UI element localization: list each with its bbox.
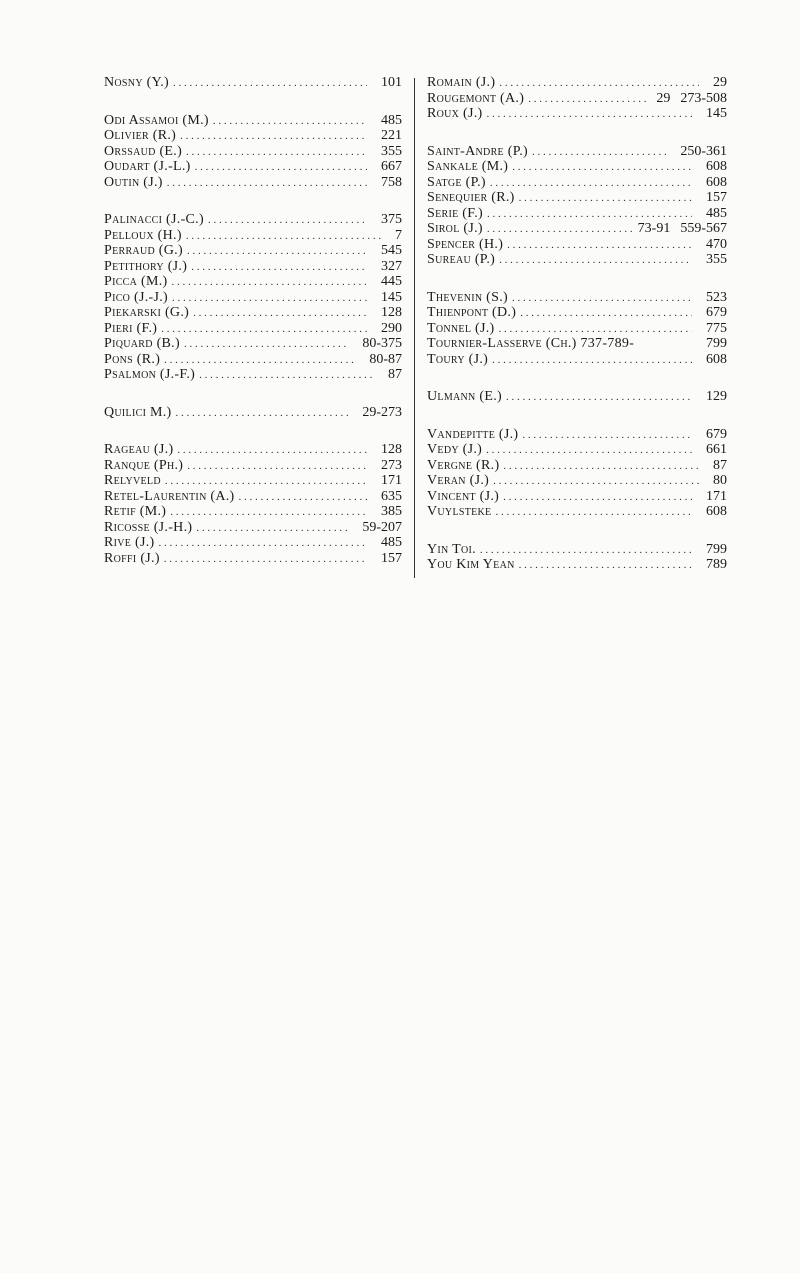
index-entry xyxy=(427,352,727,368)
index-entry xyxy=(427,190,727,206)
dot-leader xyxy=(493,474,699,490)
dot-leader xyxy=(180,129,367,145)
author-name: Sirol (J.) xyxy=(427,221,483,236)
page-reference: 470 xyxy=(706,236,727,252)
page-reference: 128 xyxy=(381,442,402,457)
author-name: Tonnel (J.) xyxy=(427,320,495,336)
page-reference: 273-508 xyxy=(680,90,727,106)
author-name: Pons (R.) xyxy=(104,351,161,367)
author-name: Tournier-Lasserve (Ch.) 737-789- xyxy=(427,336,635,351)
index-entry xyxy=(427,75,727,91)
index-letter-group xyxy=(427,389,727,405)
dot-leader xyxy=(173,76,367,92)
author-name: Petithory (J.) xyxy=(104,258,188,274)
page-reference: 250-361 xyxy=(680,143,727,159)
author-name: Retel-Laurentin (A.) xyxy=(104,488,235,504)
index-entry xyxy=(104,228,402,244)
page-reference: 485 xyxy=(381,112,402,128)
dot-leader xyxy=(486,107,692,123)
author-name: Serie (F.) xyxy=(427,205,483,221)
page-reference: 559-567 xyxy=(680,221,727,236)
page-reference: 523 xyxy=(706,289,727,305)
page-reference: 327 xyxy=(381,258,402,274)
page-reference: 157 xyxy=(706,190,727,205)
dot-leader xyxy=(177,443,367,459)
author-name: Vandepitte (J.) xyxy=(427,426,519,442)
author-name: Psalmon (J.-F.) xyxy=(104,367,196,382)
index-entry xyxy=(427,221,727,237)
index-entry xyxy=(427,290,727,306)
page-reference: 221 xyxy=(381,128,402,143)
dot-leader xyxy=(186,229,381,245)
page-reference: 485 xyxy=(706,205,727,221)
index-entry xyxy=(104,458,402,474)
page-reference: 608 xyxy=(706,504,727,519)
index-entry xyxy=(104,489,402,505)
dot-leader xyxy=(164,552,367,568)
page-reference: 59-207 xyxy=(362,519,402,535)
page-reference: 608 xyxy=(706,351,727,367)
dot-leader xyxy=(487,207,692,223)
author-name: Perraud (G.) xyxy=(104,243,183,258)
index-entry xyxy=(427,106,727,122)
author-name: Vuylsteke xyxy=(427,504,492,519)
author-name: Veran (J.) xyxy=(427,473,490,488)
index-entry xyxy=(104,128,402,144)
page-reference: 273 xyxy=(381,457,402,473)
page-reference: 661 xyxy=(706,442,727,457)
dot-leader xyxy=(519,191,692,207)
author-name: Vincent (J.) xyxy=(427,488,500,504)
author-name: Oudart (J.-L.) xyxy=(104,159,191,174)
index-entry xyxy=(427,206,727,222)
dot-leader xyxy=(495,505,692,521)
author-name: Romain (J.) xyxy=(427,75,496,90)
page-reference: 29 xyxy=(713,75,727,90)
author-name: You Kim Yean xyxy=(427,557,515,572)
index-entry xyxy=(427,504,727,520)
dot-leader xyxy=(172,291,367,307)
dot-leader xyxy=(186,145,367,161)
index-letter-group xyxy=(427,542,727,573)
page-reference: 87 xyxy=(713,457,727,473)
index-entry xyxy=(104,367,402,383)
index-entry xyxy=(427,389,727,405)
author-name: Olivier (R.) xyxy=(104,128,177,143)
dot-leader xyxy=(213,114,367,130)
dot-leader xyxy=(158,536,367,552)
index-entry xyxy=(427,336,727,352)
author-name: Rive (J.) xyxy=(104,535,155,550)
dot-leader xyxy=(184,337,348,353)
index-letter-group xyxy=(104,405,402,421)
index-entry xyxy=(104,321,402,337)
page-reference: 145 xyxy=(381,289,402,305)
index-letter-group xyxy=(104,113,402,191)
page-reference: 667 xyxy=(381,159,402,174)
page-reference-first: 29 xyxy=(656,90,671,106)
dot-leader xyxy=(499,253,692,269)
author-name: Picca (M.) xyxy=(104,274,168,289)
dot-leader xyxy=(187,459,367,475)
index-column-right xyxy=(427,75,727,595)
index-entry xyxy=(104,243,402,259)
index-entry xyxy=(104,75,402,91)
dot-leader xyxy=(480,543,692,559)
index-entry xyxy=(427,321,727,337)
dot-leader xyxy=(170,505,367,521)
index-entry xyxy=(427,91,727,107)
dot-leader xyxy=(520,306,692,322)
index-entry xyxy=(104,535,402,551)
dot-leader xyxy=(507,238,692,254)
page-reference: 775 xyxy=(706,320,727,336)
index-column-left xyxy=(104,75,402,588)
dot-leader xyxy=(522,428,692,444)
page-reference: 80-375 xyxy=(362,336,402,351)
index-letter-group xyxy=(427,427,727,520)
page-reference: 157 xyxy=(381,550,402,566)
page-reference: 29-273 xyxy=(362,404,402,420)
page-reference: 608 xyxy=(706,159,727,174)
index-entry xyxy=(104,551,402,567)
index-entry xyxy=(104,259,402,275)
index-entry xyxy=(104,520,402,536)
dot-leader xyxy=(196,521,348,537)
dot-leader xyxy=(171,275,367,291)
page-reference: 608 xyxy=(706,174,727,190)
dot-leader xyxy=(239,490,367,506)
dot-leader xyxy=(208,213,367,229)
index-letter-group xyxy=(104,212,402,383)
page-reference: 679 xyxy=(706,305,727,320)
author-name: Odi Assamoi (M.) xyxy=(104,112,209,128)
index-entry xyxy=(427,542,727,558)
author-name: Pelloux (H.) xyxy=(104,227,182,243)
index-entry xyxy=(427,557,727,573)
dot-leader xyxy=(499,76,699,92)
index-entry xyxy=(104,336,402,352)
author-name: Saint-Andre (P.) xyxy=(427,143,529,159)
page-reference: 789 xyxy=(706,557,727,572)
page-reference: 87 xyxy=(388,367,402,382)
dot-leader xyxy=(503,490,692,506)
author-name: Relyveld xyxy=(104,473,161,488)
author-name: Vedy (J.) xyxy=(427,442,483,457)
dot-leader xyxy=(512,160,692,176)
index-entry xyxy=(104,159,402,175)
index-letter-group xyxy=(427,75,727,122)
dot-leader xyxy=(187,244,367,260)
index-entry xyxy=(104,473,402,489)
author-name: Senequier (R.) xyxy=(427,190,515,205)
page-reference: 80-87 xyxy=(369,351,402,367)
index-entry xyxy=(427,252,727,268)
index-entry xyxy=(427,442,727,458)
author-name: Ranque (Ph.) xyxy=(104,457,184,473)
author-name: Quilici M.) xyxy=(104,404,172,420)
author-name: Pico (J.-J.) xyxy=(104,289,168,305)
author-name: Sureau (P.) xyxy=(427,252,496,267)
dot-leader xyxy=(487,222,632,238)
index-entry xyxy=(427,489,727,505)
author-name: Toury (J.) xyxy=(427,351,489,367)
author-name: Rageau (J.) xyxy=(104,442,174,457)
index-entry xyxy=(427,144,727,160)
dot-leader xyxy=(193,306,367,322)
dot-leader xyxy=(519,558,692,574)
dot-leader xyxy=(199,368,374,384)
author-name: Rougemont (A.) xyxy=(427,90,525,106)
dot-leader xyxy=(165,474,367,490)
index-entry xyxy=(427,473,727,489)
page-reference: 355 xyxy=(381,143,402,159)
dot-leader xyxy=(528,92,650,108)
author-name: Thienpont (D.) xyxy=(427,305,517,320)
index-entry xyxy=(104,175,402,191)
page-reference: 375 xyxy=(381,212,402,227)
dot-leader xyxy=(195,160,367,176)
index-entry xyxy=(427,305,727,321)
dot-leader xyxy=(492,353,692,369)
author-name: Orssaud (E.) xyxy=(104,143,183,159)
index-entry xyxy=(104,504,402,520)
dot-leader xyxy=(532,145,666,161)
page-reference: 101 xyxy=(381,75,402,90)
page-reference: 679 xyxy=(706,426,727,442)
dot-leader xyxy=(161,322,367,338)
author-name: Ulmann (E.) xyxy=(427,389,502,404)
index-entry xyxy=(104,352,402,368)
page-reference: 355 xyxy=(706,252,727,267)
index-entry xyxy=(104,212,402,228)
author-name: Vergne (R.) xyxy=(427,457,500,473)
author-name: Satge (P.) xyxy=(427,174,486,190)
dot-leader xyxy=(164,353,355,369)
page-reference: 171 xyxy=(706,488,727,504)
index-entry xyxy=(427,458,727,474)
page-reference: 129 xyxy=(706,389,727,404)
index-letter-group xyxy=(427,144,727,268)
dot-leader xyxy=(512,291,692,307)
page-reference: 485 xyxy=(381,535,402,550)
dot-leader xyxy=(167,176,367,192)
page-reference: 171 xyxy=(381,473,402,488)
author-name: Thevenin (S.) xyxy=(427,289,508,305)
page-reference: 799 xyxy=(706,541,727,557)
author-name: Retif (M.) xyxy=(104,504,167,519)
index-letter-group xyxy=(104,75,402,91)
index-entry xyxy=(104,274,402,290)
dot-leader xyxy=(490,176,692,192)
author-name: Spencer (H.) xyxy=(427,236,504,252)
index-entry xyxy=(427,237,727,253)
page-reference: 145 xyxy=(706,106,727,121)
page-reference-first: 73-91 xyxy=(637,221,671,236)
index-entry xyxy=(104,144,402,160)
page-reference: 80 xyxy=(713,473,727,488)
author-name: Yin Toi. xyxy=(427,541,476,557)
page-reference: 445 xyxy=(381,274,402,289)
page-reference: 7 xyxy=(395,227,402,243)
author-name: Ricosse (J.-H.) xyxy=(104,519,193,535)
dot-leader xyxy=(506,390,692,406)
dot-leader xyxy=(503,459,699,475)
index-letter-group xyxy=(104,442,402,566)
index-entry xyxy=(427,159,727,175)
author-name: Nosny (Y.) xyxy=(104,75,169,90)
author-name: Roffi (J.) xyxy=(104,550,160,566)
author-name: Sankale (M.) xyxy=(427,159,509,174)
dot-leader xyxy=(176,406,349,422)
index-entry xyxy=(104,305,402,321)
index-entry xyxy=(104,405,402,421)
index-entry xyxy=(427,427,727,443)
column-divider xyxy=(414,78,415,578)
dot-leader xyxy=(486,443,692,459)
index-entry xyxy=(104,290,402,306)
dot-leader xyxy=(499,322,692,338)
author-name: Palinacci (J.-C.) xyxy=(104,212,204,227)
page-reference: 635 xyxy=(381,488,402,504)
author-name: Piquard (B.) xyxy=(104,336,180,351)
author-name: Outin (J.) xyxy=(104,174,163,190)
author-name: Roux (J.) xyxy=(427,106,483,121)
page-reference: 799 xyxy=(706,336,727,351)
author-name: Piekarski (G.) xyxy=(104,305,190,320)
index-entry xyxy=(104,113,402,129)
page-reference: 385 xyxy=(381,504,402,519)
page-reference: 128 xyxy=(381,305,402,320)
index-entry xyxy=(104,442,402,458)
author-name: Pieri (F.) xyxy=(104,320,158,336)
page-reference: 545 xyxy=(381,243,402,258)
index-letter-group xyxy=(427,290,727,368)
page-reference: 758 xyxy=(381,174,402,190)
page-reference: 290 xyxy=(381,320,402,336)
dot-leader xyxy=(191,260,367,276)
index-entry xyxy=(427,175,727,191)
